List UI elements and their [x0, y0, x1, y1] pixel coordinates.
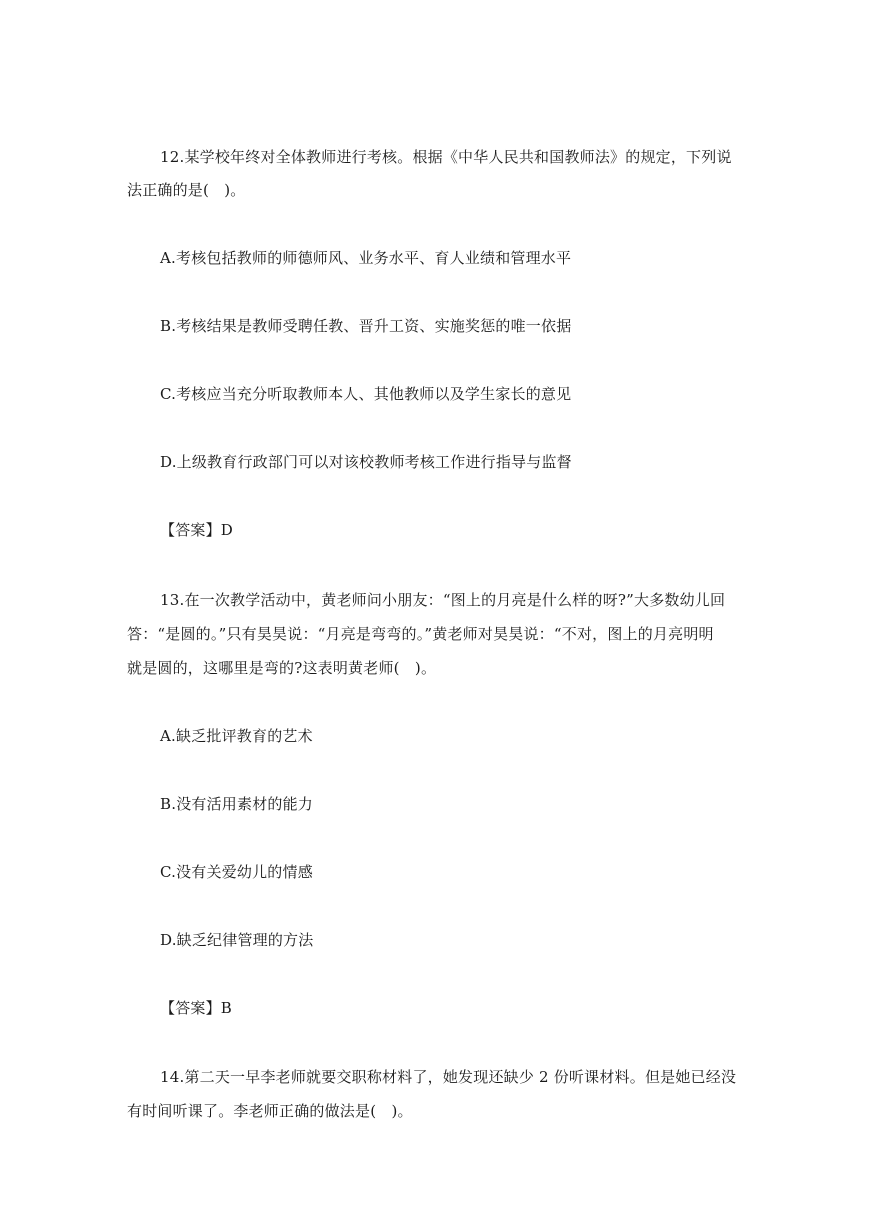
question-13-option-d: D.缺乏纪律管理的方法	[160, 931, 314, 949]
question-13-option-a: A.缺乏批评教育的艺术	[160, 727, 313, 745]
question-12-option-b: B.考核结果是教师受聘任教、晋升工资、实施奖惩的唯一依据	[160, 317, 572, 335]
question-12-option-c: C.考核应当充分听取教师本人、其他教师以及学生家长的意见	[160, 385, 572, 403]
question-12-option-d: D.上级教育行政部门可以对该校教师考核工作进行指导与监督	[160, 453, 572, 471]
question-13-answer: 【答案】B	[160, 999, 233, 1017]
question-12-answer: 【答案】D	[160, 521, 234, 539]
question-13-stem-line-3: 就是圆的，这哪里是弯的?这表明黄老师( )。	[127, 659, 437, 677]
question-12-stem-line-1: 12.某学校年终对全体教师进行考核。根据《中华人民共和国教师法》的规定，下列说	[160, 148, 732, 166]
question-13-stem-line-1: 13.在一次教学活动中，黄老师问小朋友：“图上的月亮是什么样的呀?”大多数幼儿回	[160, 591, 726, 609]
question-13-option-c: C.没有关爱幼儿的情感	[160, 863, 313, 881]
question-12-option-a: A.考核包括教师的师德师风、业务水平、育人业绩和管理水平	[160, 249, 572, 267]
question-13-option-b: B.没有活用素材的能力	[160, 795, 313, 813]
question-14-stem-line-2: 有时间听课了。李老师正确的做法是( )。	[127, 1102, 413, 1120]
question-12-stem-line-2: 法正确的是( )。	[127, 181, 246, 199]
question-14-stem-line-1: 14.第二天一早李老师就要交职称材料了，她发现还缺少 2 份听课材料。但是她已经没	[160, 1068, 737, 1086]
question-13-stem-line-2: 答：“是圆的。”只有昊昊说：“月亮是弯弯的。”黄老师对昊昊说：“不对，图上的月亮明明	[127, 625, 714, 643]
